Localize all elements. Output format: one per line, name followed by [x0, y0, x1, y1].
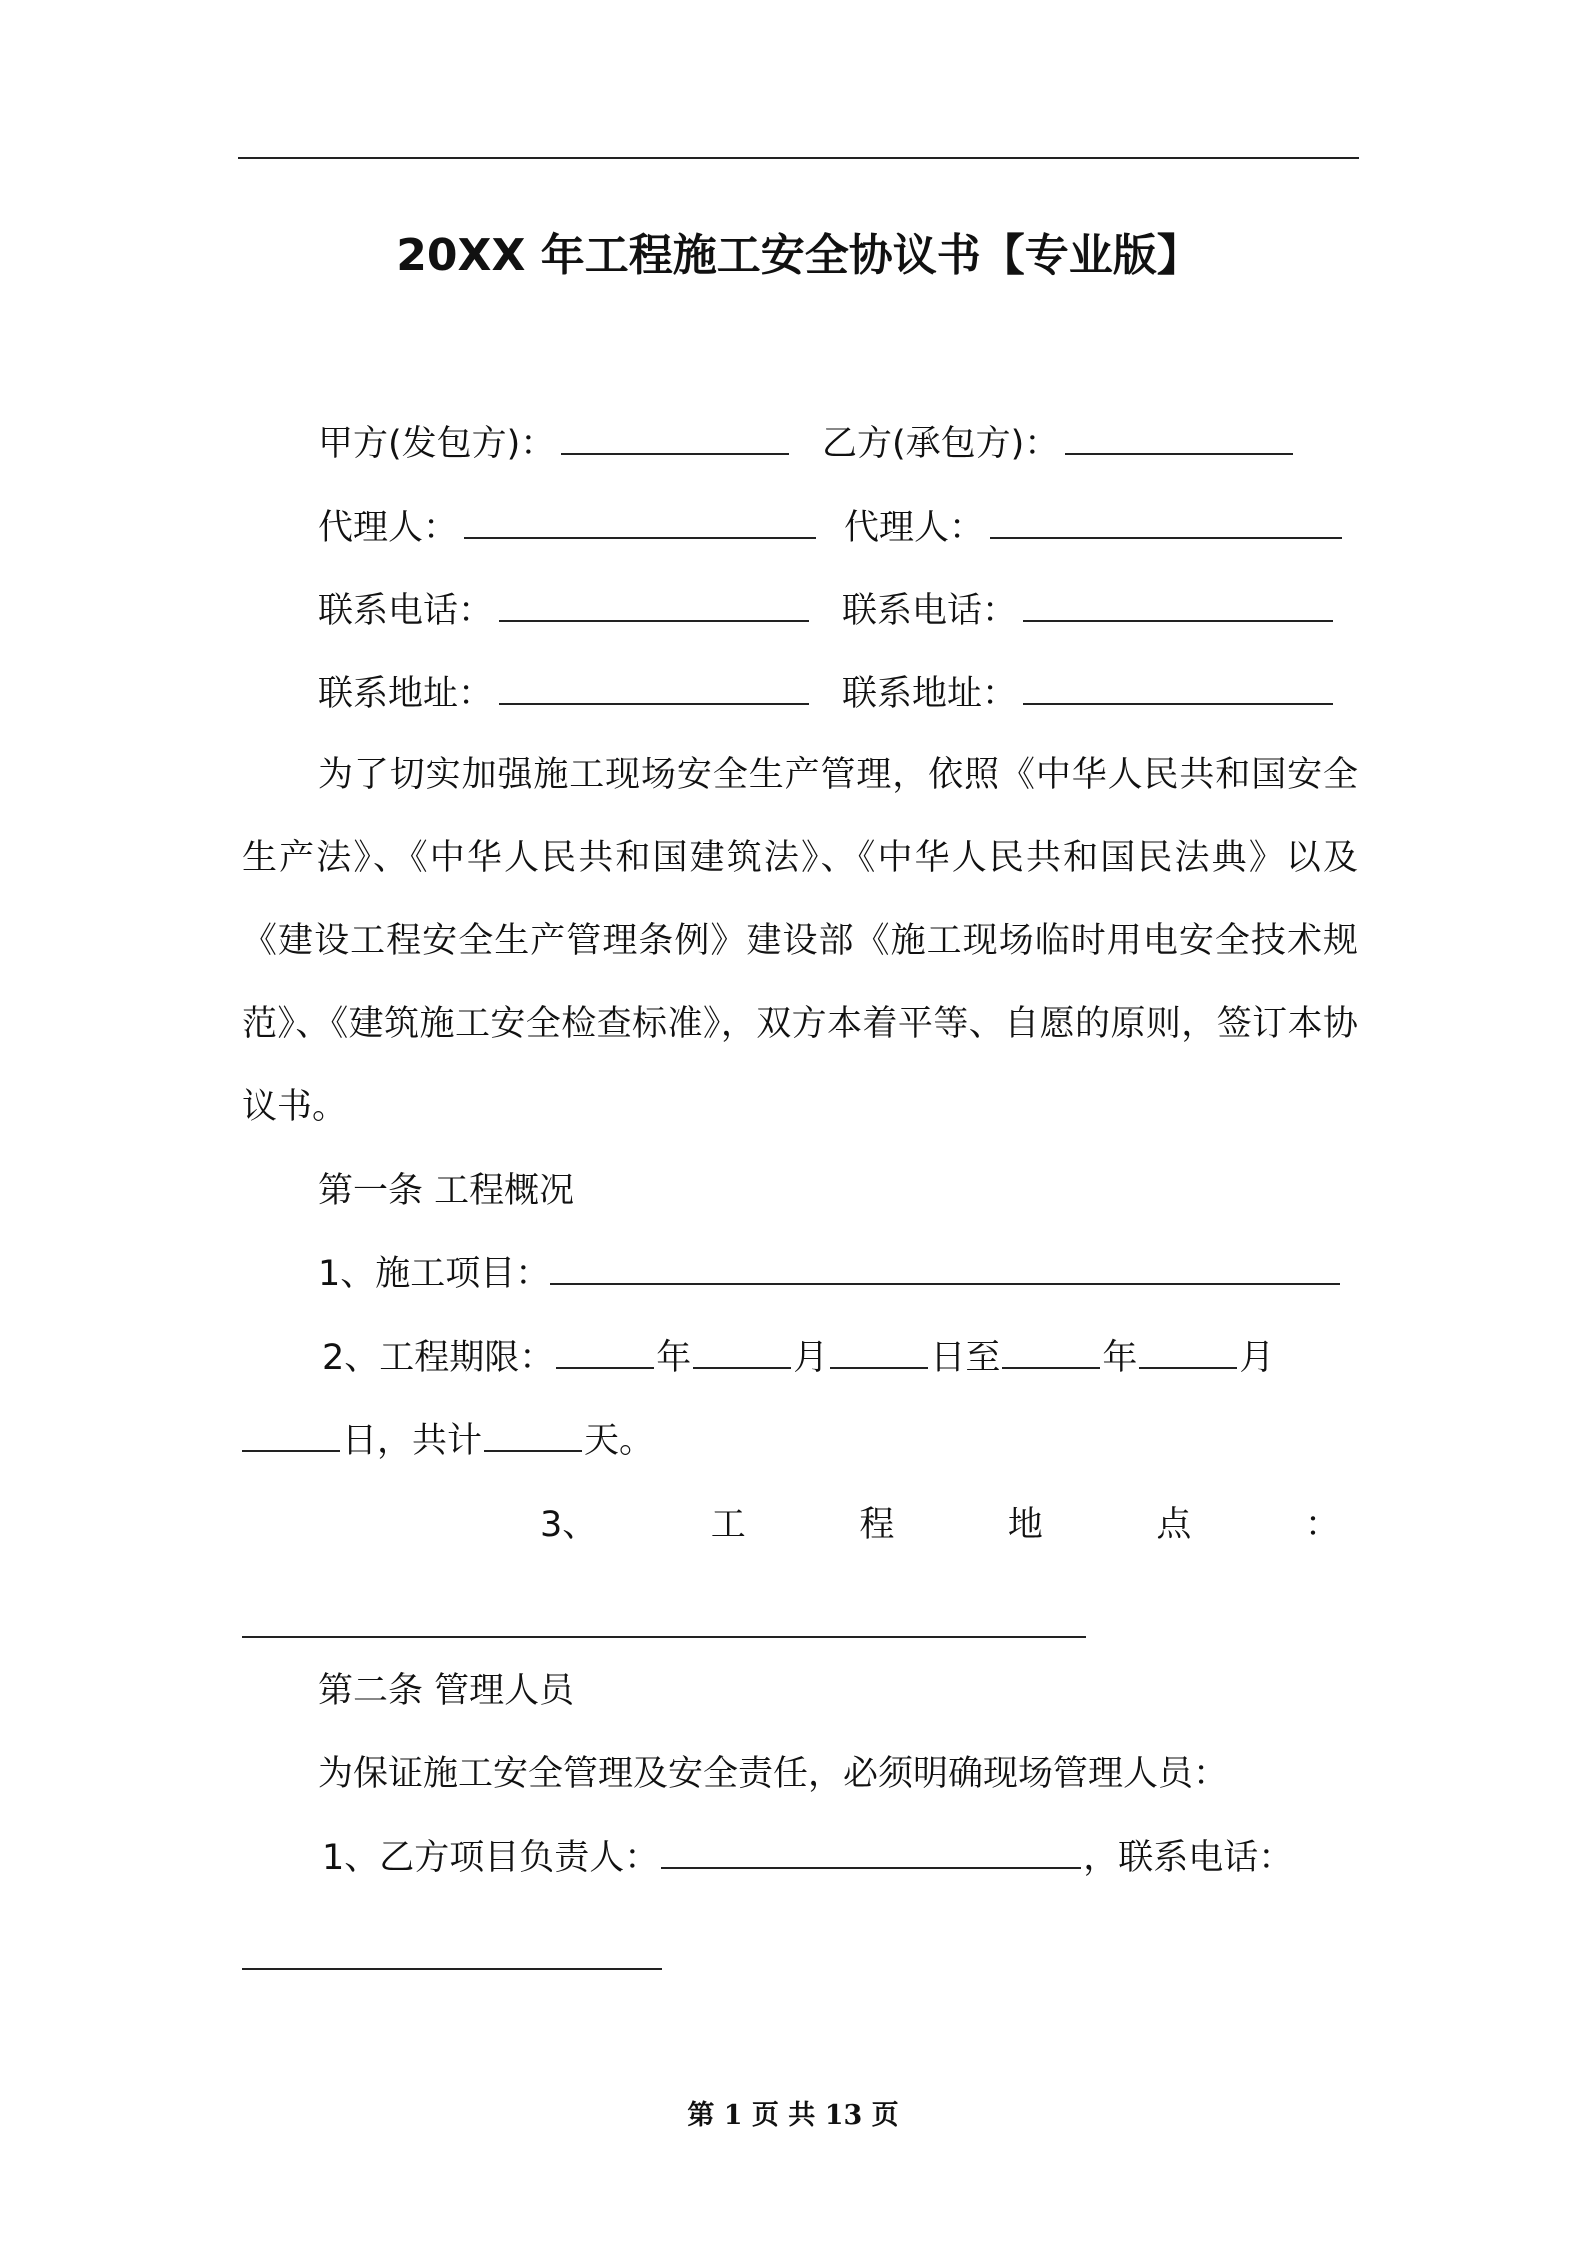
manager-label: 1、乙方项目负责人： [322, 1838, 660, 1878]
month-text: 月 [793, 1338, 829, 1378]
location-part-3: 程 [859, 1505, 895, 1545]
agent-b-blank[interactable] [990, 507, 1342, 539]
party-a-row [318, 419, 795, 469]
address-a-row [318, 669, 815, 719]
year-text: 年 [656, 1338, 692, 1378]
location-row [540, 1500, 1340, 1550]
days-text: 天。 [584, 1421, 655, 1461]
total-days-blank[interactable] [484, 1420, 582, 1452]
period-end-year-blank[interactable] [1002, 1337, 1100, 1369]
address-a-label: 联系地址： [318, 674, 494, 714]
period-row-continued [242, 1416, 654, 1466]
location-blank[interactable] [242, 1606, 1086, 1638]
period-start-month-blank[interactable] [693, 1337, 791, 1369]
document-title: 20XX 年工程施工安全协议书【专业版】 [396, 230, 1201, 281]
phone-b-blank[interactable] [1023, 590, 1333, 622]
manager-name-blank[interactable] [661, 1837, 1081, 1869]
phone-b-row [842, 586, 1339, 636]
address-b-label: 联系地址： [842, 674, 1018, 714]
period-end-month-blank[interactable] [1139, 1337, 1237, 1369]
intro-paragraph: 为了切实加强施工现场安全生产管理，依照《中华人民共和国安全生产法》、《中华人民共和国建筑法》、《中华人民共和国民法典》以及《建设工程安全生产管理条例》建设部《施工现场临时用电安全技术规范》、《建筑施工安全检查标准》，双方本着平等、自愿的原则，签订本协议书。 [242, 755, 1358, 1127]
manager-phone-label: ，联系电话： [1083, 1838, 1294, 1878]
address-b-blank[interactable] [1023, 673, 1333, 705]
agent-a-label: 代理人： [318, 508, 459, 548]
article-2-intro: 为保证施工安全管理及安全责任，必须明确现场管理人员： [318, 1754, 1229, 1794]
phone-a-label: 联系电话： [318, 591, 494, 631]
period-end-day-blank[interactable] [242, 1420, 340, 1452]
agent-a-blank[interactable] [464, 507, 816, 539]
project-label: 1、施工项目： [318, 1254, 551, 1294]
article-2-heading: 第二条 管理人员 [318, 1671, 575, 1711]
article-1-heading: 第一条 工程概况 [318, 1171, 575, 1211]
location-part-1: 3、 [540, 1505, 598, 1545]
period-row [322, 1333, 1274, 1383]
location-part-6: ： [1304, 1505, 1340, 1545]
location-part-5: 点 [1156, 1505, 1192, 1545]
manager-row [322, 1833, 1293, 1883]
day-total-text: 日，共计 [342, 1421, 483, 1461]
location-part-4: 地 [1007, 1505, 1043, 1545]
header-rule [238, 157, 1359, 159]
month-text: 月 [1239, 1338, 1275, 1378]
location-part-2: 工 [710, 1505, 746, 1545]
party-b-row [822, 419, 1299, 469]
party-a-blank[interactable] [561, 423, 789, 455]
agent-b-row [844, 503, 1348, 553]
period-label: 2、工程期限： [322, 1338, 555, 1378]
address-a-blank[interactable] [499, 673, 809, 705]
phone-a-blank[interactable] [499, 590, 809, 622]
page-number: 第 1 页 共 13 页 [687, 2100, 899, 2131]
phone-b-label: 联系电话： [842, 591, 1018, 631]
period-start-day-blank[interactable] [830, 1337, 928, 1369]
party-a-label: 甲方(发包方)： [318, 424, 556, 464]
party-b-blank[interactable] [1065, 423, 1293, 455]
year-text: 年 [1102, 1338, 1138, 1378]
phone-a-row [318, 586, 815, 636]
agent-b-label: 代理人： [844, 508, 985, 548]
project-blank[interactable] [550, 1253, 1340, 1285]
address-b-row [842, 669, 1339, 719]
agent-a-row [318, 503, 822, 553]
day-to-text: 日至 [930, 1338, 1001, 1378]
project-row [318, 1249, 1346, 1299]
period-start-year-blank[interactable] [556, 1337, 654, 1369]
party-b-label: 乙方(承包方)： [822, 424, 1060, 464]
manager-phone-blank[interactable] [242, 1938, 662, 1970]
